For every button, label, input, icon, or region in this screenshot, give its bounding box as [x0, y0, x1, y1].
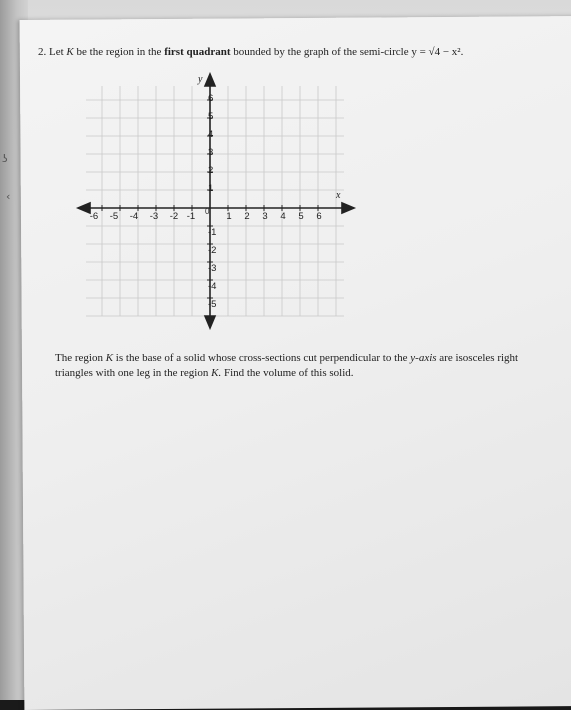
x-axis-left-arrow — [78, 203, 90, 213]
y-axis-top-arrow — [205, 74, 215, 86]
margin-mark: ʖ — [2, 152, 8, 165]
x-tick-label: 4 — [280, 211, 286, 222]
y-tick-label: -3 — [208, 263, 217, 274]
problem-number: 2. — [38, 46, 47, 58]
y-axis-text: y-axis — [410, 352, 437, 364]
x-tick-label: 2 — [244, 211, 250, 222]
y-tick-label: 5 — [208, 111, 214, 122]
y-tick-label: 1 — [208, 183, 214, 194]
x-tick-label: -2 — [169, 211, 179, 222]
y-tick-label: -5 — [208, 299, 217, 310]
y-tick-label: 4 — [208, 129, 214, 140]
region-symbol: K — [105, 352, 114, 364]
x-tick-label: -5 — [109, 211, 119, 222]
coordinate-grid — [74, 72, 364, 332]
y-axis-label: y — [198, 74, 203, 85]
first-quadrant-text: first quadrant — [164, 46, 231, 58]
x-tick-label: 5 — [298, 211, 304, 222]
y-tick-label: -1 — [208, 227, 217, 238]
x-tick-label: 3 — [262, 211, 268, 222]
x-tick-label: -6 — [89, 211, 99, 222]
y-axis-bottom-arrow — [205, 316, 215, 328]
y-tick-label: 6 — [208, 93, 214, 104]
origin-label: 0 — [205, 207, 210, 216]
y-tick-label: 3 — [208, 147, 214, 158]
region-symbol: K — [66, 46, 74, 58]
x-tick-label: -1 — [186, 211, 196, 222]
margin-mark: ‹ — [6, 190, 11, 203]
region-symbol: K. — [211, 367, 222, 379]
x-tick-label: -3 — [149, 211, 159, 222]
x-tick-label: 1 — [226, 211, 232, 222]
question-text: The region K is the base of a solid whose cross-sections cut perpendicular to the y-axis are isosceles right triangles with one leg in the region K. Find the volume of this solid. — [55, 352, 519, 379]
x-tick-label: 6 — [316, 211, 322, 222]
x-axis-label: x — [336, 190, 341, 201]
problem-statement: 2. Let K be the region in the first quadrant bounded by the graph of the semi-circle y = √4 − x². — [38, 46, 464, 58]
x-axis-right-arrow — [342, 203, 354, 213]
y-tick-label: -2 — [208, 245, 217, 256]
x-tick-label: -4 — [129, 211, 139, 222]
y-tick-label: 2 — [208, 165, 214, 176]
y-tick-label: -4 — [208, 281, 217, 292]
equation: y = √4 − x². — [411, 46, 464, 58]
